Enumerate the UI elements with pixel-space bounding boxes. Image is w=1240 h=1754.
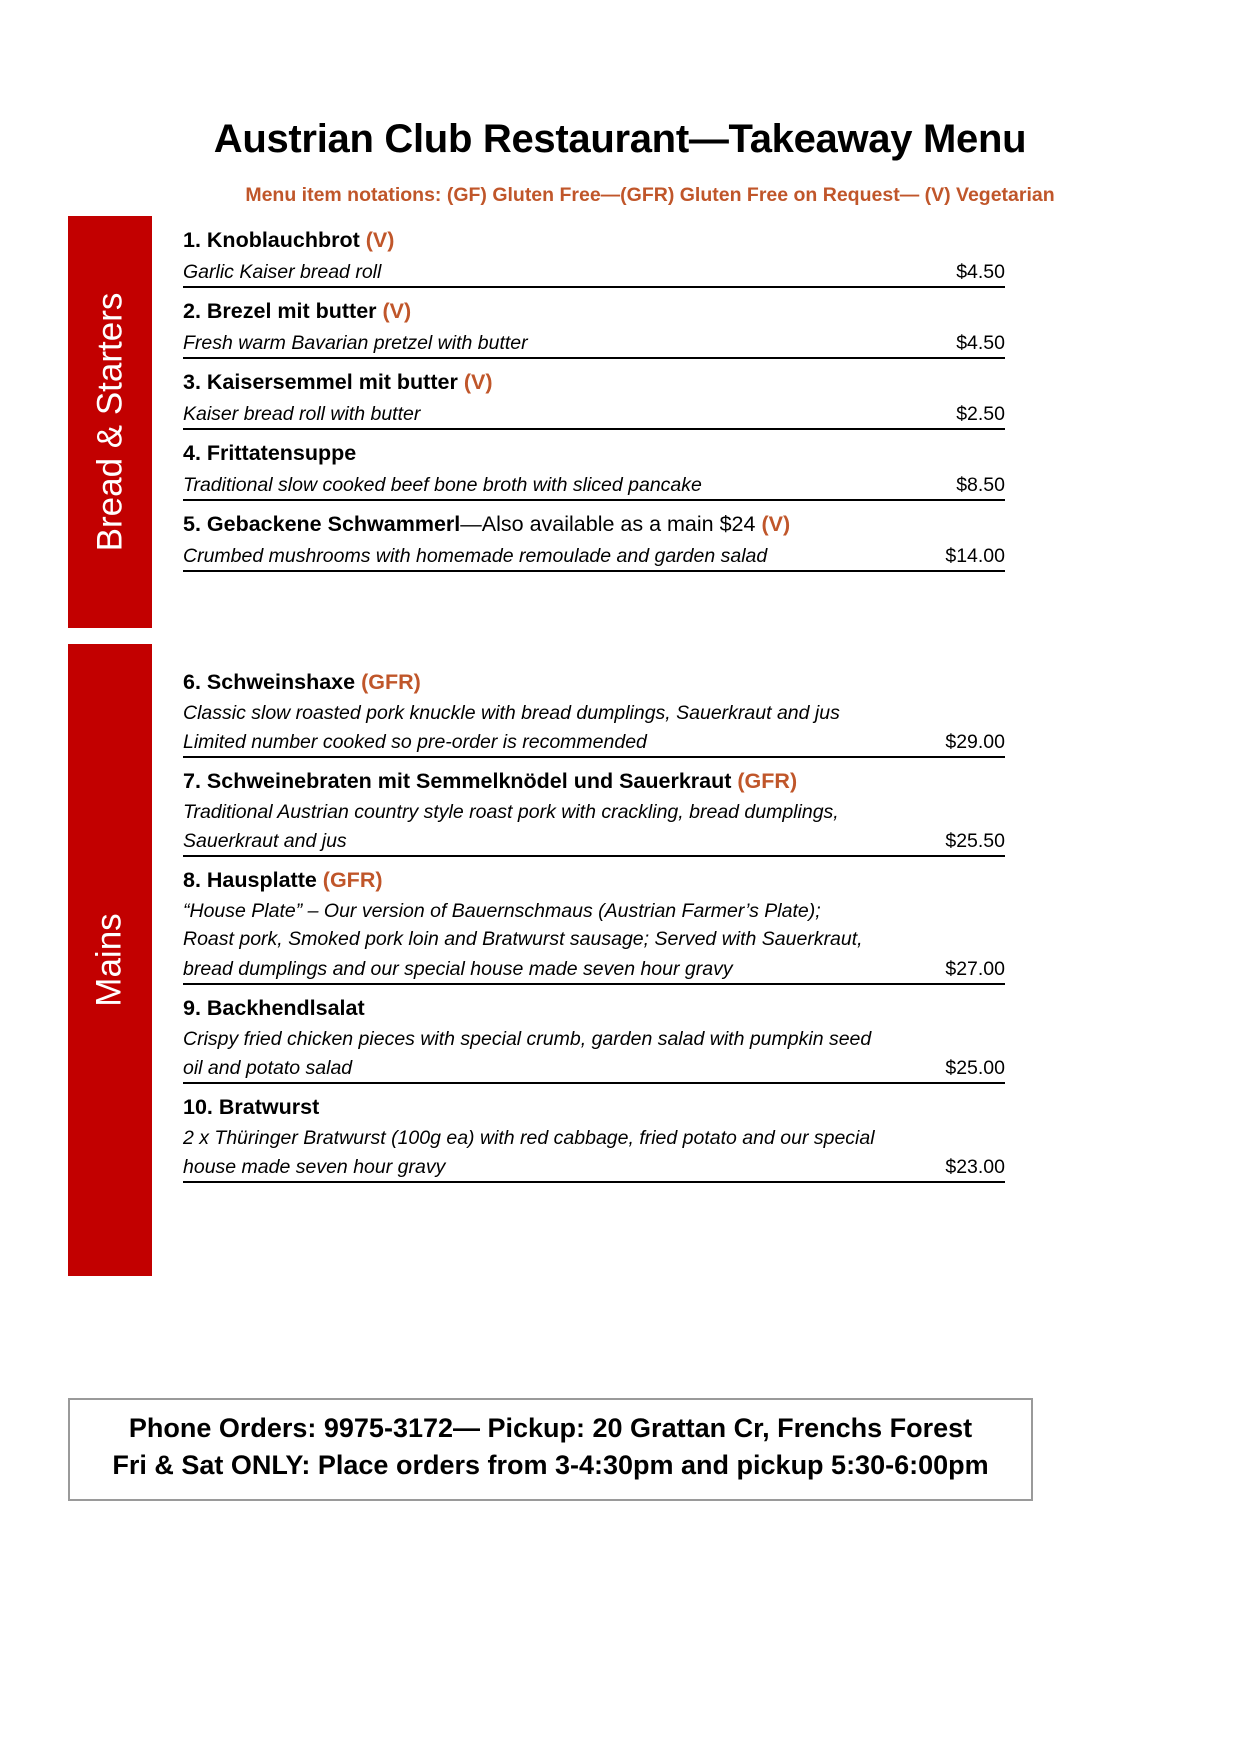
menu-item (183, 289, 1005, 359)
menu-item-title (183, 759, 1005, 799)
menu-item-price: $23.00 (933, 1154, 1005, 1183)
leader-rule (347, 827, 934, 857)
menu-item-dietary-tag: (GFR) (355, 670, 421, 694)
menu-item-description-line: Limited number cooked so pre-order is recommended (183, 729, 647, 758)
menu-item-description-price-row (183, 728, 1005, 758)
menu-item-number: 3. (183, 370, 207, 395)
menu-item (183, 1085, 1005, 1183)
menu-item-price: $27.00 (933, 956, 1005, 985)
menu-item-price: $25.50 (933, 828, 1005, 857)
leader-rule (528, 329, 945, 359)
menu-notations-legend: Menu item notations: (GF) Gluten Free—(GFR) Gluten Free on Request— (V) Vegetarian (245, 184, 1055, 206)
menu-item-name: Bratwurst (218, 1094, 320, 1119)
menu-section-mains (183, 660, 1005, 1184)
menu-item-dietary-tag: (V) (457, 370, 493, 395)
section-tab-label: Bread & Starters (90, 292, 130, 552)
menu-item-number: 4. (183, 441, 207, 466)
section-tab-label: Mains (90, 913, 129, 1007)
menu-item-price: $4.50 (944, 330, 1005, 359)
menu-item-description-line: Crumbed mushrooms with homemade remoulade and garden salad (183, 543, 767, 572)
leader-rule (352, 1054, 933, 1084)
leader-rule (420, 400, 944, 430)
menu-item-name: Kaisersemmel mit butter (206, 370, 458, 395)
menu-item-price: $25.00 (933, 1055, 1005, 1084)
menu-item-description-line: “House Plate” – Our version of Bauernschmaus (Austrian Farmer’s Plate); (183, 900, 821, 923)
menu-item-title (183, 660, 1005, 700)
menu-item-dietary-tag: (V) (761, 512, 791, 537)
menu-item-description-price-row (183, 1153, 1005, 1183)
leader-rule (647, 728, 933, 758)
menu-item-description-line: Roast pork, Smoked pork loin and Bratwurst sausage; Served with Sauerkraut, (183, 928, 863, 951)
menu-item-description-price-row (183, 258, 1005, 288)
menu-item-description-line: house made seven hour gravy (183, 1154, 445, 1183)
menu-item-name: Gebackene Schwammerl (206, 512, 461, 537)
menu-item-number: 8. (183, 868, 207, 893)
menu-item (183, 660, 1005, 758)
menu-item (183, 502, 1005, 572)
menu-item-number: 2. (183, 299, 207, 324)
menu-item-description-line: Fresh warm Bavarian pretzel with butter (183, 330, 528, 359)
menu-item-description-line: 2 x Thüringer Bratwurst (100g ea) with red cabbage, fried potato and our special (183, 1126, 875, 1149)
section-tab-bread-and-starters (68, 216, 152, 628)
menu-item-number: 9. (183, 995, 207, 1020)
menu-item-price: $14.00 (933, 543, 1005, 572)
menu-item-price: $2.50 (944, 401, 1005, 430)
menu-item (183, 858, 1005, 984)
menu-item-price: $8.50 (944, 472, 1005, 501)
menu-item-description-price-row (183, 1054, 1005, 1084)
menu-item-number: 5. (183, 512, 207, 537)
menu-item-description-line: oil and potato salad (183, 1055, 352, 1084)
footer-hours-line: Fri & Sat ONLY: Place orders from 3-4:30pm and pickup 5:30-6:00pm (112, 1450, 989, 1481)
menu-item-description-price-row (183, 827, 1005, 857)
page-title: Austrian Club Restaurant—Takeaway Menu (213, 116, 1027, 161)
menu-item-title (183, 360, 1005, 400)
menu-item (183, 759, 1005, 857)
menu-item-price: $29.00 (933, 729, 1005, 758)
menu-item-dietary-tag: (V) (376, 299, 412, 324)
menu-item-title (183, 289, 1005, 329)
menu-item (183, 360, 1005, 430)
menu-item-name: Backhendlsalat (206, 995, 365, 1020)
menu-item-dietary-tag: (V) (359, 228, 395, 252)
menu-item-description-price-row (183, 400, 1005, 430)
menu-item-number: 7. (183, 769, 207, 794)
menu-item-name: Frittatensuppe (206, 441, 357, 466)
menu-item-description-price-row (183, 329, 1005, 359)
menu-item-description-price-row (183, 542, 1005, 572)
menu-item-title (183, 218, 1005, 258)
leader-rule (381, 258, 944, 288)
menu-item-title (183, 431, 1005, 471)
menu-item-number: 6. (183, 670, 207, 694)
menu-item-name: Brezel mit butter (206, 299, 377, 324)
menu-item-description-line: Garlic Kaiser bread roll (183, 259, 381, 288)
menu-item-description-line: bread dumplings and our special house made seven hour gravy (183, 956, 733, 985)
footer-info-box (68, 1398, 1033, 1501)
menu-item-description-line: Crispy fried chicken pieces with special crumb, garden salad with pumpkin seed (183, 1027, 872, 1050)
leader-rule (445, 1153, 933, 1183)
leader-rule (767, 542, 933, 572)
menu-item-description-line: Classic slow roasted pork knuckle with bread dumplings, Sauerkraut and jus (183, 701, 840, 724)
menu-item-description-price-row (183, 471, 1005, 501)
section-tab-mains (68, 644, 152, 1276)
menu-section-bread-and-starters (183, 218, 1005, 573)
menu-item-title (183, 502, 1005, 542)
menu-item (183, 431, 1005, 501)
menu-item-note: —Also available as a main $24 (460, 512, 762, 537)
menu-item-description-line: Kaiser bread roll with butter (183, 401, 420, 430)
menu-item-description-price-row (183, 955, 1005, 985)
menu-item-number: 1. (183, 228, 207, 252)
menu-item-name: Schweinshaxe (206, 670, 356, 694)
menu-item-name: Schweinebraten mit Semmelknödel und Sauerkraut (206, 769, 732, 794)
menu-item-description-line: Sauerkraut and jus (183, 828, 347, 857)
menu-item-title (183, 1085, 1005, 1125)
menu-item-name: Hausplatte (206, 868, 317, 893)
menu-item-price: $4.50 (944, 259, 1005, 288)
menu-item-description-line: Traditional slow cooked beef bone broth with sliced pancake (183, 472, 702, 501)
menu-item-name: Knoblauchbrot (206, 228, 360, 252)
footer-phone-pickup-line: Phone Orders: 9975-3172— Pickup: 20 Grattan Cr, Frenchs Forest (128, 1413, 973, 1443)
menu-item-title (183, 986, 1005, 1026)
menu-item-dietary-tag: (GFR) (316, 868, 383, 893)
leader-rule (733, 955, 934, 985)
menu-item (183, 986, 1005, 1084)
menu-item (183, 218, 1005, 288)
menu-item-title (183, 858, 1005, 898)
menu-item-number: 10. (183, 1094, 219, 1119)
menu-item-description-line: Traditional Austrian country style roast pork with crackling, bread dumplings, (183, 801, 839, 824)
menu-item-dietary-tag: (GFR) (731, 769, 798, 794)
leader-rule (702, 471, 944, 501)
